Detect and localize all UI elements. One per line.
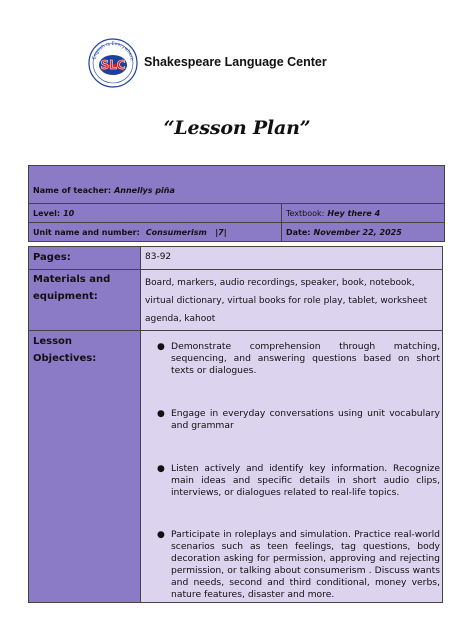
teacher-info-table	[28, 165, 445, 242]
pages-value: 83-92	[140, 247, 442, 269]
textbook-cell	[281, 204, 444, 222]
level-row	[29, 203, 444, 222]
date-cell	[281, 223, 444, 241]
materials-label: Materials and equipment:	[29, 270, 140, 331]
objective-item: ● Demonstrate comprehension through matching, sequencing, and answering questions based on short texts or dialogues.	[157, 341, 440, 376]
bullet-icon: ●	[157, 342, 165, 352]
date-value: November 22, 2025	[313, 227, 402, 237]
bullet-icon: ●	[157, 530, 165, 540]
teacher-value: Annellys piña	[114, 186, 175, 195]
objective-item: ● Participate in roleplays and simulation. Practice real-world scenarios such as teen feelings, tag questions, body decoration asking for permission, approving and rejecting permission, or talking about consumerism . Discuss wants and needs, second and third conditional, money verbs, nature features, disaster and more.	[157, 529, 440, 600]
header	[88, 38, 388, 88]
level-label: Level:	[33, 208, 61, 218]
pages-row	[29, 247, 442, 269]
unit-label: Unit name and number:	[33, 227, 140, 237]
objective-item: ● Engage in everyday conversations using unit vocabulary and grammar	[157, 408, 440, 431]
teacher-row	[29, 166, 444, 203]
materials-row	[29, 269, 442, 331]
unit-value: Consumerism |7|	[145, 227, 227, 237]
slc-logo	[88, 38, 138, 88]
textbook-label: Textbook:	[286, 208, 325, 218]
objectives-list	[141, 331, 442, 601]
bullet-icon: ●	[157, 464, 165, 474]
textbook-value: Hey there 4	[327, 208, 381, 218]
objectives-row	[29, 330, 442, 602]
objectives-cell	[140, 331, 442, 602]
unit-row	[29, 222, 444, 241]
lesson-plan-table	[28, 246, 443, 603]
logo-letters: SLC	[100, 58, 126, 72]
unit-cell	[29, 223, 281, 241]
pages-label: Pages:	[29, 247, 140, 269]
date-label: Date:	[286, 227, 311, 237]
materials-value: Board, markers, audio recordings, speaker, book, notebook, virtual dictionary, virtual books for role play, tablet, worksheet agenda, kahoot	[140, 270, 442, 331]
level-cell	[29, 204, 281, 222]
objective-item: ● Listen actively and identify key information. Recognize main ideas and specific details in short audio clips, interviews, or dialogues related to real-life topics.	[157, 463, 440, 498]
teacher-cell	[29, 166, 444, 203]
level-value: 10	[63, 208, 75, 218]
teacher-label: Name of teacher:	[33, 186, 112, 195]
svg-text:English is Everywhere: English is Everywhere	[92, 41, 134, 62]
objectives-label: Lesson Objectives:	[29, 331, 140, 602]
document-title: “Lesson Plan”	[163, 117, 311, 139]
bullet-icon: ●	[157, 409, 165, 419]
organization-name: Shakespeare Language Center	[144, 55, 327, 69]
